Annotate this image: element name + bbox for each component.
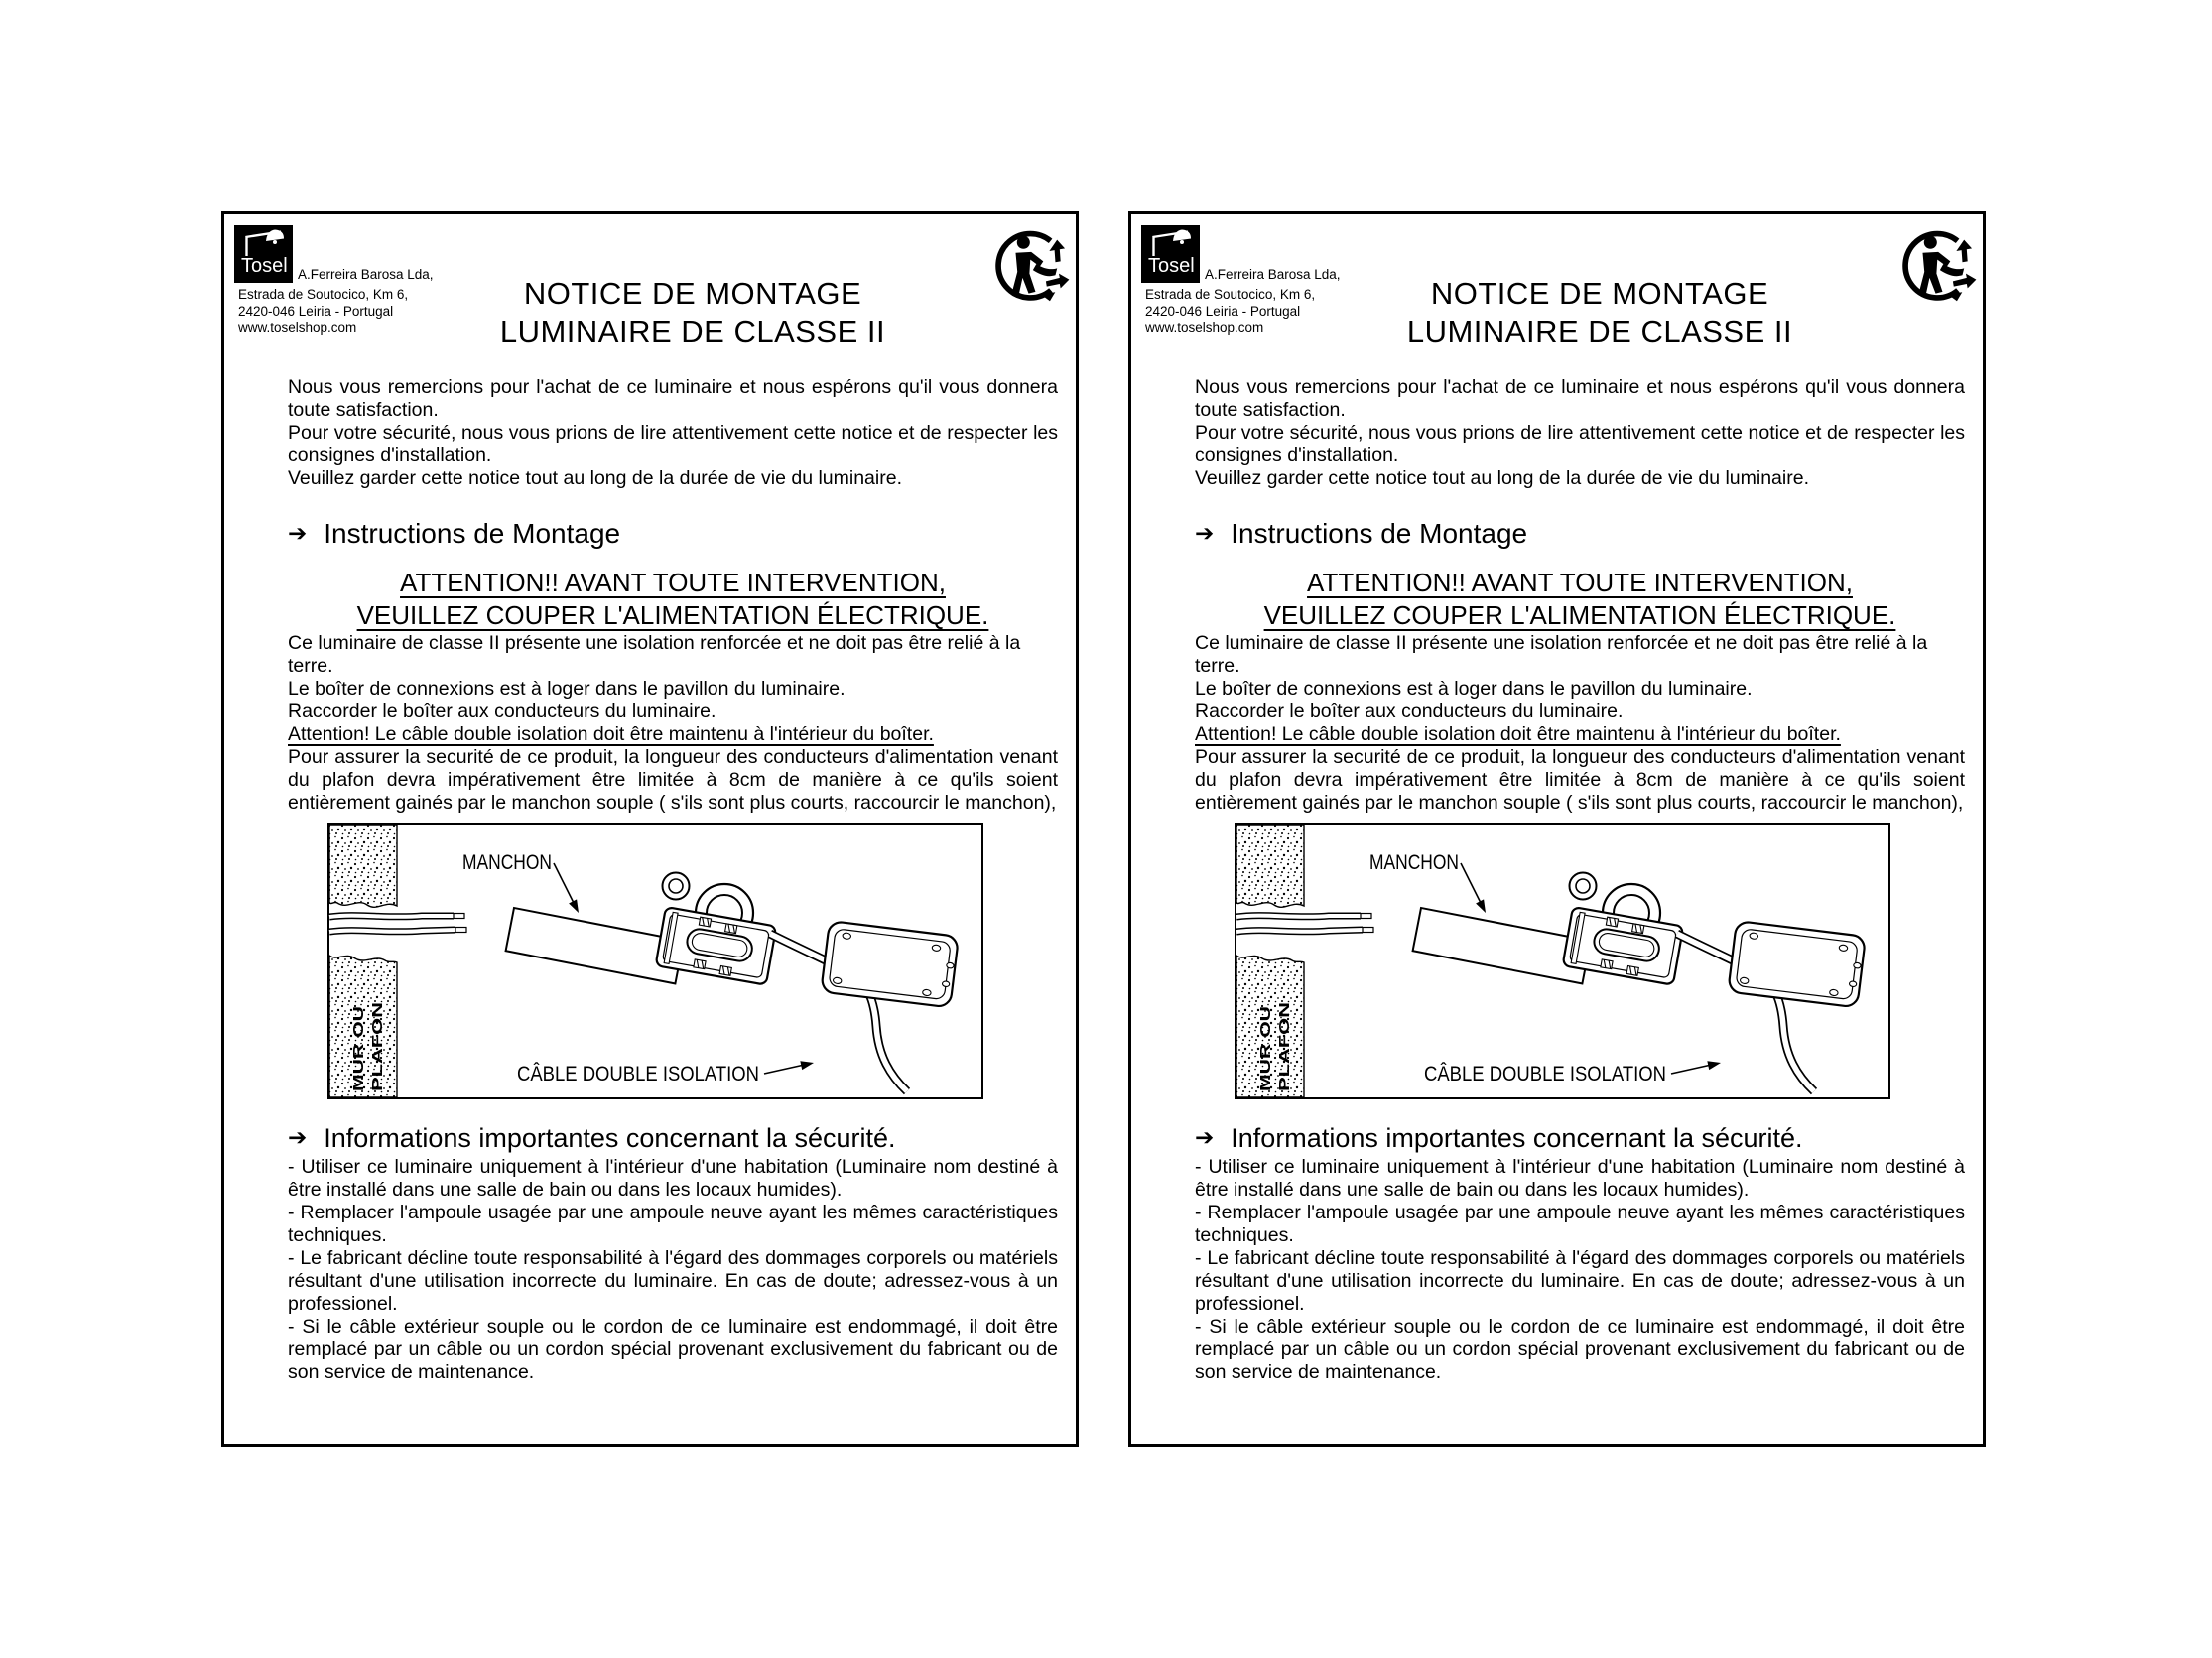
wall-texture-top [1236,825,1304,907]
section-heading-text: Instructions de Montage [1231,518,1528,549]
page-content [1131,214,1983,1384]
safety-item: - Si le câble extérieur souple ou le cordon de ce luminaire est endommagé, il doit être remplacé par un câble ou un cordon spécial provenant exclusivement du fabricant ou de son service de maintenance. [288,1316,1058,1383]
document-title [1322,274,1878,351]
security-paragraph: Pour assurer la securité de ce produit, la longueur des conducteurs d'alimentation venant du plafon devra impérativement être limitée à 8cm de manière à ce qu'ils soient entièrement gainés par le manchon souple ( s'ils sont plus courts, raccourcir le manchon), [1195,746,1965,814]
installation-diagram [327,823,983,1099]
cable-label: CÂBLE DOUBLE ISOLATION [1424,1063,1666,1085]
intro-paragraph: Veuillez garder cette notice tout au long de la durée de vie du luminaire. [1195,467,1809,489]
installation-diagram [1235,823,1890,1099]
intro-paragraph: Nous vous remercions pour l'achat de ce luminaire et nous espérons qu'il vous donnera toute satisfaction. [1195,376,1965,421]
document-title-line1: NOTICE DE MONTAGE [1430,276,1769,311]
safety-item: - Si le câble extérieur souple ou le cordon de ce luminaire est endommagé, il doit être remplacé par un câble ou un cordon spécial provenant exclusivement du fabricant ou de son service de maintenance. [1195,1316,1965,1383]
company-website: www.toselshop.com [238,320,357,335]
cover-plate [821,921,959,1007]
safety-item: - Remplacer l'ampoule usagée par une ampoule neuve ayant les mêmes caractéristiques techniques. [288,1202,1058,1246]
page-left [221,211,1079,1447]
company-website: www.toselshop.com [1145,320,1264,335]
cover-plate [1728,921,1866,1007]
warning-line1: ATTENTION!! AVANT TOUTE INTERVENTION, [400,568,946,597]
section-heading-safety [1195,1120,1965,1156]
company-name: A.Ferreira Barosa Lda, [298,267,434,282]
section-heading-instructions [1195,516,1965,552]
arrow-bullet-icon: ➔ [288,520,308,546]
triman-recycling-icon [1899,224,1979,304]
logo-brand-text: Tosel [241,255,288,277]
wall-label-line1: MUR OU [350,1031,367,1091]
wall-texture-top [329,825,397,907]
wall-label-line2: PLAFON [1276,1030,1293,1091]
safety-item: - Le fabricant décline toute responsabilité à l'égard des dommages corporels ou matériels résultant d'une utilisation incorrecte du luminaire. En cas de doute; adressez-vous à un professionel. [1195,1247,1965,1315]
safety-item: - Remplacer l'ampoule usagée par une ampoule neuve ayant les mêmes caractéristiques techniques. [1195,1202,1965,1246]
triman-recycling-icon [992,224,1072,304]
arrow-bullet-icon: ➔ [288,1124,308,1150]
page-right [1128,211,1986,1447]
warning-banner [1195,567,1965,632]
arrow-bullet-icon: ➔ [1195,520,1215,546]
document-title-line2: LUMINAIRE DE CLASSE II [1406,315,1793,349]
safety-item: - Le fabricant décline toute responsabilité à l'égard des dommages corporels ou matériels résultant d'une utilisation incorrecte du luminaire. En cas de doute; adressez-vous à un professionel. [288,1247,1058,1315]
wall-label-line2: PLAFON [369,1030,386,1091]
class2-line: Ce luminaire de classe II présente une isolation renforcée et ne doit pas être relié à la terre. [1195,632,1928,677]
intro-paragraph: Pour votre sécurité, nous vous prions de lire attentivement cette notice et de respecter les consignes d'installation. [288,422,1058,466]
warning-banner [288,567,1058,632]
section-heading-text: Informations importantes concernant la sécurité. [324,1123,896,1153]
manchon-label: MANCHON [462,851,552,874]
security-paragraph: Pour assurer la securité de ce produit, la longueur des conducteurs d'alimentation venant du plafon devra impérativement être limitée à 8cm de manière à ce qu'ils soient entièrement gainés par le manchon souple ( s'ils sont plus courts, raccourcir le manchon), [288,746,1058,814]
page-header [224,214,1076,373]
logo-brand-text: Tosel [1148,255,1195,277]
wall-label-line1: MUR OU [1257,1031,1274,1091]
intro-paragraph: Nous vous remercions pour l'achat de ce luminaire et nous espérons qu'il vous donnera toute satisfaction. [288,376,1058,421]
intro-paragraph: Pour votre sécurité, nous vous prions de lire attentivement cette notice et de respecter les consignes d'installation. [1195,422,1965,466]
page-header [1131,214,1983,373]
safety-item: - Utiliser ce luminaire uniquement à l'intérieur d'une habitation (Luminaire nom destiné à être installé dans une salle de bain ou dans les locaux humides). [288,1156,1058,1201]
arrow-bullet-icon: ➔ [1195,1124,1215,1150]
warning-line2: VEUILLEZ COUPER L'ALIMENTATION ÉLECTRIQUE. [1263,600,1896,630]
document-title-line2: LUMINAIRE DE CLASSE II [499,315,886,349]
class2-line: Ce luminaire de classe II présente une isolation renforcée et ne doit pas être relié à la terre. [288,632,1021,677]
section-heading-safety [288,1120,1058,1156]
tosel-lamp-logo-icon [1141,225,1200,283]
cable-label: CÂBLE DOUBLE ISOLATION [517,1063,759,1085]
page-content [224,214,1076,1384]
attention-note: Attention! Le câble double isolation doit être maintenu à l'intérieur du boîter. [1195,723,1841,745]
document-title [415,274,971,351]
document-title-line1: NOTICE DE MONTAGE [523,276,862,311]
company-name: A.Ferreira Barosa Lda, [1205,267,1341,282]
intro-paragraph: Veuillez garder cette notice tout au long de la durée de vie du luminaire. [288,467,902,489]
section-heading-instructions [288,516,1058,552]
address-line-1: Estrada de Soutocico, Km 6, [238,287,409,302]
section-heading-text: Instructions de Montage [324,518,621,549]
warning-line2: VEUILLEZ COUPER L'ALIMENTATION ÉLECTRIQUE. [356,600,989,630]
tosel-lamp-logo-icon [234,225,293,283]
manchon-label: MANCHON [1369,851,1459,874]
class2-line: Raccorder le boîter aux conducteurs du luminaire. [1195,701,1624,722]
class2-line: Le boîter de connexions est à loger dans le pavillon du luminaire. [1195,678,1753,700]
safety-item: - Utiliser ce luminaire uniquement à l'intérieur d'une habitation (Luminaire nom destiné à être installé dans une salle de bain ou dans les locaux humides). [1195,1156,1965,1201]
class2-line: Le boîter de connexions est à loger dans le pavillon du luminaire. [288,678,846,700]
address-line-2: 2420-046 Leiria - Portugal [238,304,394,319]
attention-note: Attention! Le câble double isolation doit être maintenu à l'intérieur du boîter. [288,723,934,745]
class2-line: Raccorder le boîter aux conducteurs du luminaire. [288,701,716,722]
address-line-2: 2420-046 Leiria - Portugal [1145,304,1301,319]
address-line-1: Estrada de Soutocico, Km 6, [1145,287,1316,302]
section-heading-text: Informations importantes concernant la sécurité. [1231,1123,1803,1153]
warning-line1: ATTENTION!! AVANT TOUTE INTERVENTION, [1307,568,1853,597]
